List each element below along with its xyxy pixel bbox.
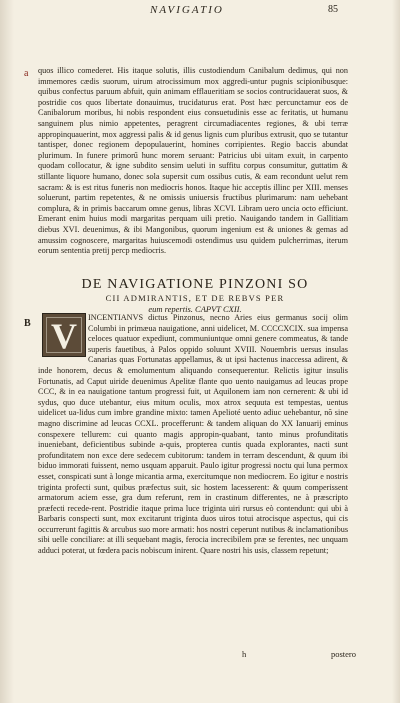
paragraph-2-text: INCENTIANVS dictus Pinzonus, necno Aries eius germanus socij olim Columbi in primæua nauigatione, anni uidelicet, M. CCCCXCIX. sua impensa celoces quatuor expediunt, communiuntque omni genere commeatus, & tande superis fauetibus, à Palos oppido soluunt XVIII. Nouembris uersus insulas Canarias quas Fortunatas appellamus, & ut ipsi hactenus inaccessa adirent, & inde honorem, decus & emolumentum aliquando consequerentur. Relictis igitur insulis Fortunatis, ad Caput uiride deuenimus Apelitæ flante quo uento nauigamus ad leucas prope CCC, & in ea nauigatione tantum progressi fuit, ut Aquilonem iam non cernerent: & ubi id sydus, quo duce utebantur, eius mitum oculis, mox atrox sequuta est tempestas, uentus uidelicet ua-lidus cum imbre grandine mixto: tamen Apelioté uento adiuc uehebantur, nõ sine magno discrimine ad leucas CCXL. procefferunt: & tandem aliquan do XX Ianuarij eminus conspexere tellurem: cui quanto magis appropin-quabant, tanto minus profunditatis inueniebant, deficientibus subinde a-quis, propterea cuntis quada explorantes, nacti sunt profunditatem non exce dere sedecem cubitorum: tandem in terram descendunt, & quum ibi biduo immorati fuissent, nemo usquam apparuit. Paulo igitur progressi noctu qui luna permox esset, conspicati sunt à longe micantia arma, exercitumque non mediocrem. Eo igitur e nostris triginta profecti sunt, quibus præfectus suit, sic hostem lacesserent: & quum comperissent armatorum aciem esse, gra dum referunt, rem in crastinum differentes, ne à præscripto præfecti recede-rent. Postridie itaque prima luce triginta uiri rursus eò contendunt: qui ubi à Barbaris conspecti sunt, mox excitarunt triginta duos uiros totui atrocisque aspectus, qui cis occurrerunt fagittis & arcubus suo more armati: hos nostri ceperunt nutibus & inclamationibus sibi uelle conciliare: at illi sequebant magis, ferocia increcibilem præ se ferentes, nec unquam adduci poterat, ut fœdera pacis nobiscum inirent. Quare nostri his usis, classem repetunt;: [38, 313, 348, 556]
page-number: 85: [328, 4, 338, 15]
running-head: NAVIGATIO: [150, 4, 224, 16]
paragraph-2: [38, 313, 348, 557]
marginal-note-b: B: [24, 318, 31, 329]
marginal-note-a: a: [24, 68, 29, 79]
chapter-heading: [40, 277, 350, 315]
paragraph-1: [38, 66, 348, 257]
drop-cap-space: [38, 313, 88, 357]
chapter-heading-line-2: CII ADMIRANTIS, ET DE REBVS PER: [105, 293, 285, 303]
chapter-heading-line-3: eum repertis. CAPVT CXII.: [148, 304, 242, 314]
chapter-heading-line-1: DE NAVIGATIONE PINZONI SO: [81, 277, 309, 292]
signature-mark: h: [242, 649, 247, 659]
catchword: postero: [330, 649, 356, 659]
page-edge-shadow: [392, 0, 400, 703]
drop-cap-letter: V: [51, 316, 77, 356]
paragraph-1-text: quos illico comederet. His itaque solutis, illis custodiendum Canibalum dedimus, qui non immemores cædis suorum, uirum atrocissimum mox aggredi-untur pugnis scipionibusque: quibus confectus paruum abfuit, quin animam efflaueritiam se socios contrucidauerat suos, & postridie cos quos libertate donauimus, trucidaturus erat. Post hæc percunctamur eos de Canibalorum moribus, hi nobis respondent eius consuetudinis esse ac feritatis, ut humanu sanguinem plus nimio appetentes, peragrent circumadiacentes regiones, & ubi terræ appropinquauerint, mox aggressi palis & id genus lignis cum pluribus extrusit, quo se tutantur tantisper, donec regionem depopulauerint, homines corripientes. Regio baccis abundat plurimum. In funere primorű hunc morem seruant: Patricius ubi uitam exuit, in carpento quodam collocatur, & igne subdito sensim ueluti in suffitu corpus consumitur, guttatim & stillante liquore humano, donec sola supersit cum ossibus cutis, & eam recondunt uelut rem sacram: & is est ritus funeris non mediocris honos. Itaque hic acceptis illinc per XIII. menses soluerunt, partim repetentes, & ne omissis uniuersis fructibus plurimarum: nam uehebant complura, & in primis baccarum omne genus, libras XCVI. Libram uero uncia octo efficiunt. Emerant enim huius modi margaritas perquam uili pretio. Nauigando tandem in Gallitiam diebus XVI. deuenimus, & ibi Mangonibus, quorum ingenium est & uniones & gemas ad amussim cognoscere, margaritas huiuscemodi ostendimus usu quidem pulcherrimas, iterum eorum sententia pretij percp mediocris.: [38, 66, 348, 256]
